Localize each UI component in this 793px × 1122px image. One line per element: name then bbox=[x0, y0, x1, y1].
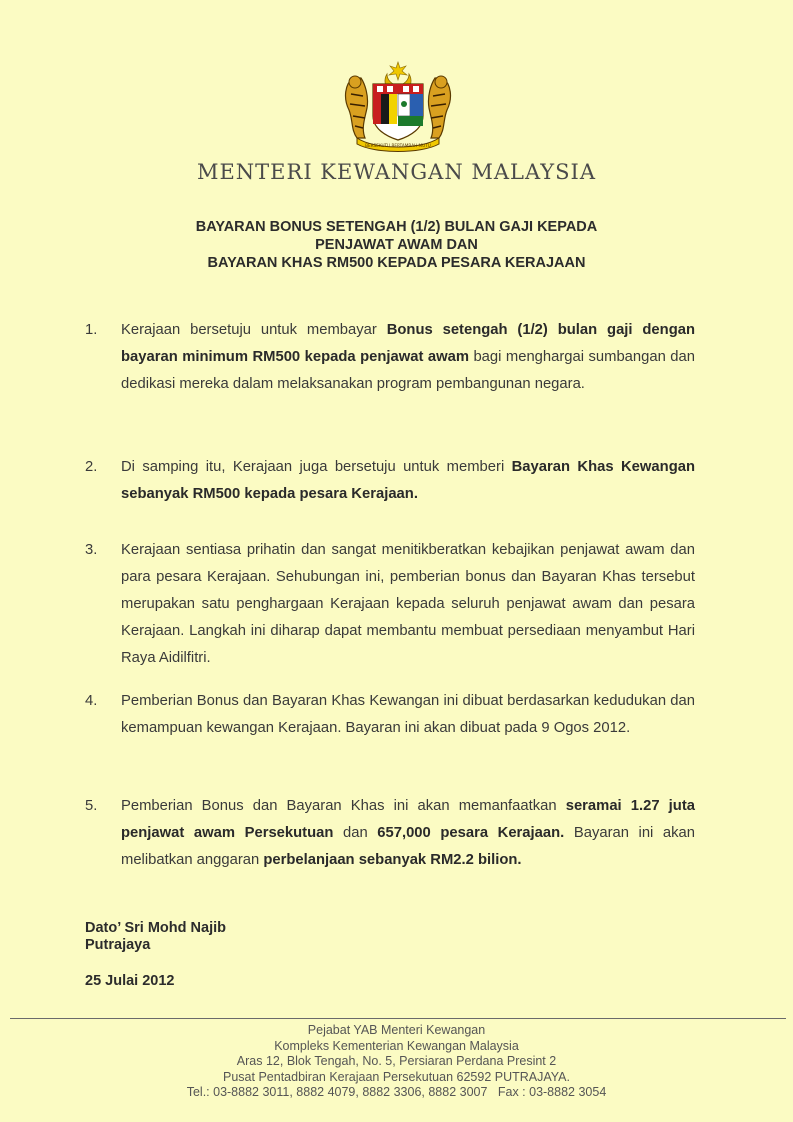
document-date: 25 Julai 2012 bbox=[85, 973, 175, 989]
paragraph-number: 1. bbox=[85, 322, 98, 338]
paragraph-text: Pemberian Bonus dan Bayaran Khas ini akan memanfaatkan bbox=[121, 798, 566, 814]
footer-line-5: Tel.: 03-8882 3011, 8882 4079, 8882 3306, 8882 3007 Fax : 03-8882 3054 bbox=[186, 1085, 607, 1100]
title-line-2: PENJAWAT AWAM DAN bbox=[315, 237, 478, 253]
title-line-3: BAYARAN KHAS RM500 KEPADA PESARA KERAJAAN bbox=[207, 255, 586, 271]
paragraph-number: 4. bbox=[85, 693, 98, 709]
paragraph-emphasis: seramai 1.27 juta penjawat awam Persekutuan bbox=[121, 798, 695, 841]
paragraph-emphasis: Bayaran Khas Kewangan sebanyak RM500 kepada pesara Kerajaan. bbox=[121, 459, 695, 502]
paragraph-text: Bayaran ini akan melibatkan anggaran bbox=[121, 825, 696, 868]
paragraph-emphasis: perbelanjaan sebanyak RM2.2 bilion. bbox=[263, 852, 522, 868]
signatory-place: Putrajaya bbox=[85, 937, 151, 953]
paragraph-text: dan bbox=[333, 825, 378, 841]
footer-divider bbox=[10, 1018, 786, 1019]
paragraph-text: Kerajaan sentiasa prihatin dan sangat menitikberatkan kebajikan penjawat awam dan para pesara Kerajaan. Sehubungan ini, pemberian bonus dan Bayaran Khas tersebut merupakan satu penghargaan Kerajaan kepada seluruh penjawat awam dan pesara Kerajaan. Langkah ini diharap dapat membantu membuat persediaan menyambut Hari Raya Aidilfitri. bbox=[121, 542, 695, 666]
paragraph-emphasis: Bonus setengah (1/2) bulan gaji dengan bayaran minimum RM500 kepada penjawat awam bbox=[121, 322, 696, 365]
footer-line-3: Aras 12, Blok Tengah, No. 5, Persiaran Perdana Presint 2 bbox=[236, 1054, 557, 1069]
title-line-1: BAYARAN BONUS SETENGAH (1/2) BULAN GAJI KEPADA bbox=[195, 219, 598, 235]
paragraph-4 bbox=[85, 688, 695, 742]
footer-line-1: Pejabat YAB Menteri Kewangan bbox=[307, 1023, 486, 1037]
paragraph-2 bbox=[85, 454, 695, 508]
paragraph-1 bbox=[85, 317, 695, 398]
footer-line-2: Kompleks Kementerian Kewangan Malaysia bbox=[274, 1038, 519, 1053]
paragraph-number: 3. bbox=[85, 542, 98, 558]
footer-line-4: Pusat Pentadbiran Kerajaan Persekutuan 62592 PUTRAJAYA. bbox=[223, 1069, 570, 1084]
ministry-name: MENTERI KEWANGAN MALAYSIA bbox=[196, 160, 597, 184]
footer-address bbox=[0, 1023, 793, 1101]
paragraph-text: Kerajaan bersetuju untuk membayar bbox=[121, 322, 387, 338]
malaysia-coat-of-arms-icon bbox=[335, 60, 461, 152]
paragraph-5 bbox=[85, 793, 695, 874]
signatory-name: Dato’ Sri Mohd Najib bbox=[85, 920, 226, 936]
paragraph-number: 2. bbox=[85, 459, 98, 475]
paragraph-3 bbox=[85, 537, 695, 672]
document-title bbox=[0, 218, 793, 272]
paragraph-number: 5. bbox=[85, 798, 98, 814]
paragraph-text: Di samping itu, Kerajaan juga bersetuju untuk memberi bbox=[121, 459, 512, 475]
paragraph-text: bagi menghargai sumbangan dan dedikasi mereka dalam melaksanakan program pembangunan negara. bbox=[121, 349, 695, 392]
crest-motto: BERSEKUTU BERTAMBAH MUTU bbox=[365, 143, 431, 148]
paragraph-text: Pemberian Bonus dan Bayaran Khas Kewangan ini dibuat berdasarkan kedudukan dan kemampuan kewangan Kerajaan. Bayaran ini akan dibuat pada 9 Ogos 2012. bbox=[121, 693, 695, 736]
paragraph-emphasis: 657,000 pesara Kerajaan. bbox=[377, 825, 565, 841]
